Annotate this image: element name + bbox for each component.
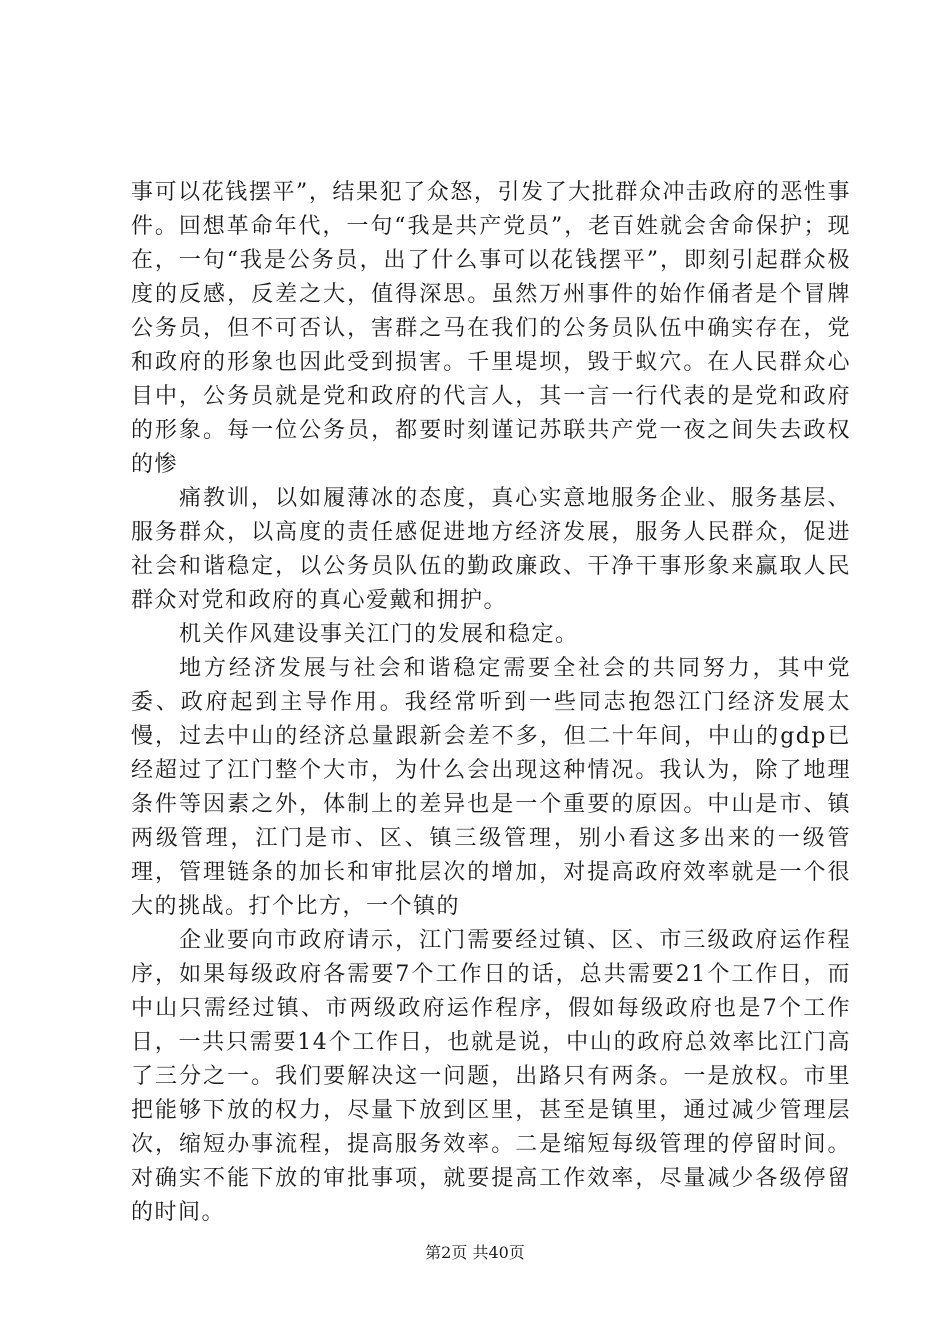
paragraph: 企业要向市政府请示，江门需要经过镇、区、市三级政府运作程序，如果每级政府各需要7个工作日的话，总共需要21个工作日，而中山只需经过镇、市两级政府运作程序，假如每级政府也是7个工作日，一共只需要14个工作日，也就是说，中山的政府总效率比江门高了三分之一。我们要解决这一问题，出路只有两条。一是放权。市里把能够下放的权力，尽量下放到区里，甚至是镇里，通过减少管理层次，缩短办事流程，提高服务效率。二是缩短每级管理的停留时间。对确实不能下放的审批事项，就要提高工作效率，尽量减少各级停留的时间。: [131, 928, 851, 1225]
page-number: 第2页 共40页: [425, 1243, 525, 1262]
document-body: [131, 176, 851, 1230]
paragraph: 地方经济发展与社会和谐稳定需要全社会的共同努力，其中党委、政府起到主导作用。我经常听到一些同志抱怨江门经济发展太慢，过去中山的经济总量跟新会差不多，但二十年间，中山的gdp已经超过了江门整个大市，为什么会出现这种情况。我认为，除了地理条件等因素之外，体制上的差异也是一个重要的原因。中山是市、镇两级管理，江门是市、区、镇三级管理，别小看这多出来的一级管理，管理链条的加长和审批层次的增加，对提高政府效率就是一个很大的挑战。打个比方，一个镇的: [131, 656, 851, 919]
paragraph: 机关作风建设事关江门的发展和稳定。: [179, 622, 579, 647]
page-footer: [0, 1240, 950, 1263]
paragraph: 事可以花钱摆平”，结果犯了众怒，引发了大批群众冲击政府的恶性事件。回想革命年代，一句“我是共产党员”，老百姓就会舍命保护；现在，一句“我是公务员，出了什么事可以花钱摆平”，即刻引起群众极度的反感，反差之大，值得深思。虽然万州事件的始作俑者是个冒牌公务员，但不可否认，害群之马在我们的公务员队伍中确实存在，党和政府的形象也因此受到损害。千里堤坝，毁于蚁穴。在人民群众心目中，公务员就是党和政府的代言人，其一言一行代表的是党和政府的形象。每一位公务员，都要时刻谨记苏联共产党一夜之间失去政权的惨: [131, 180, 851, 477]
paragraph: 痛教训，以如履薄冰的态度，真心实意地服务企业、服务基层、服务群众，以高度的责任感促进地方经济发展，服务人民群众，促进社会和谐稳定，以公务员队伍的勤政廉政、干净干事形象来赢取人民群众对党和政府的真心爱戴和拥护。: [131, 486, 851, 613]
